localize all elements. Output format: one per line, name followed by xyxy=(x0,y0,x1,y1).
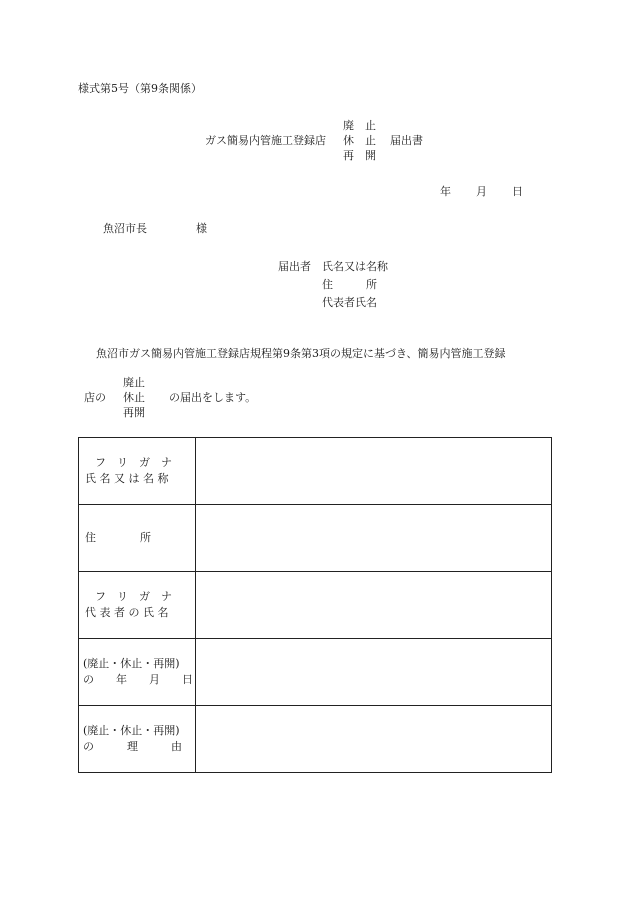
form-number: 様式第5号（第9条関係） xyxy=(78,82,202,95)
row-label-name xyxy=(79,438,196,505)
body-option-resume: 再開 xyxy=(123,406,145,419)
body-option-suspend: 休止 xyxy=(123,391,145,404)
title-prefix: ガス簡易内管施工登録店 xyxy=(205,134,326,147)
notifier-field-name: 氏名又は名称 xyxy=(322,260,388,273)
input-cell-address[interactable] xyxy=(196,505,552,572)
input-cell-representative[interactable] xyxy=(196,572,552,639)
title-option-suspend: 休 止 xyxy=(343,134,376,147)
notifier-field-address: 住 所 xyxy=(322,278,377,291)
row-label-line2: の 年 月 日 xyxy=(83,673,193,686)
title-suffix: 届出書 xyxy=(390,134,423,147)
row-label-reason xyxy=(79,706,196,773)
table-row xyxy=(79,572,552,639)
row-label-line2: 住 所 xyxy=(85,531,151,544)
row-label-line1: フ リ ガ ナ xyxy=(95,590,172,603)
date-day: 日 xyxy=(512,185,523,198)
row-label-line2: 代 表 者 の 氏 名 xyxy=(85,606,169,619)
input-cell-reason[interactable] xyxy=(196,706,552,773)
body-line-1: 魚沼市ガス簡易内管施工登録店規程第9条第3項の規定に基づき、簡易内管施工登録 xyxy=(96,347,506,360)
table-row xyxy=(79,505,552,572)
row-label-address xyxy=(79,505,196,572)
table-row xyxy=(79,438,552,505)
row-label-line1: (廃止・休止・再開) xyxy=(83,657,180,670)
title-option-resume: 再 開 xyxy=(343,149,376,162)
row-label-line2: の 理 由 xyxy=(83,740,182,753)
addressee-honorific: 様 xyxy=(196,222,207,235)
body-prefix: 店の xyxy=(84,391,106,404)
input-cell-name[interactable] xyxy=(196,438,552,505)
row-label-date xyxy=(79,639,196,706)
table-row xyxy=(79,706,552,773)
row-label-line2: 氏 名 又 は 名 称 xyxy=(85,472,169,485)
date-month: 月 xyxy=(476,185,487,198)
notification-table xyxy=(78,437,552,773)
date-year: 年 xyxy=(440,185,451,198)
title-option-abolish: 廃 止 xyxy=(343,119,376,132)
body-suffix: の届出をします。 xyxy=(169,391,257,404)
notifier-field-representative: 代表者氏名 xyxy=(322,296,377,309)
table-row xyxy=(79,639,552,706)
addressee-name: 魚沼市長 xyxy=(103,222,147,235)
row-label-line1: (廃止・休止・再開) xyxy=(83,724,180,737)
body-option-abolish: 廃止 xyxy=(123,376,145,389)
row-label-representative xyxy=(79,572,196,639)
input-cell-date[interactable] xyxy=(196,639,552,706)
notifier-role: 届出者 xyxy=(278,260,311,273)
row-label-line1: フ リ ガ ナ xyxy=(95,456,172,469)
